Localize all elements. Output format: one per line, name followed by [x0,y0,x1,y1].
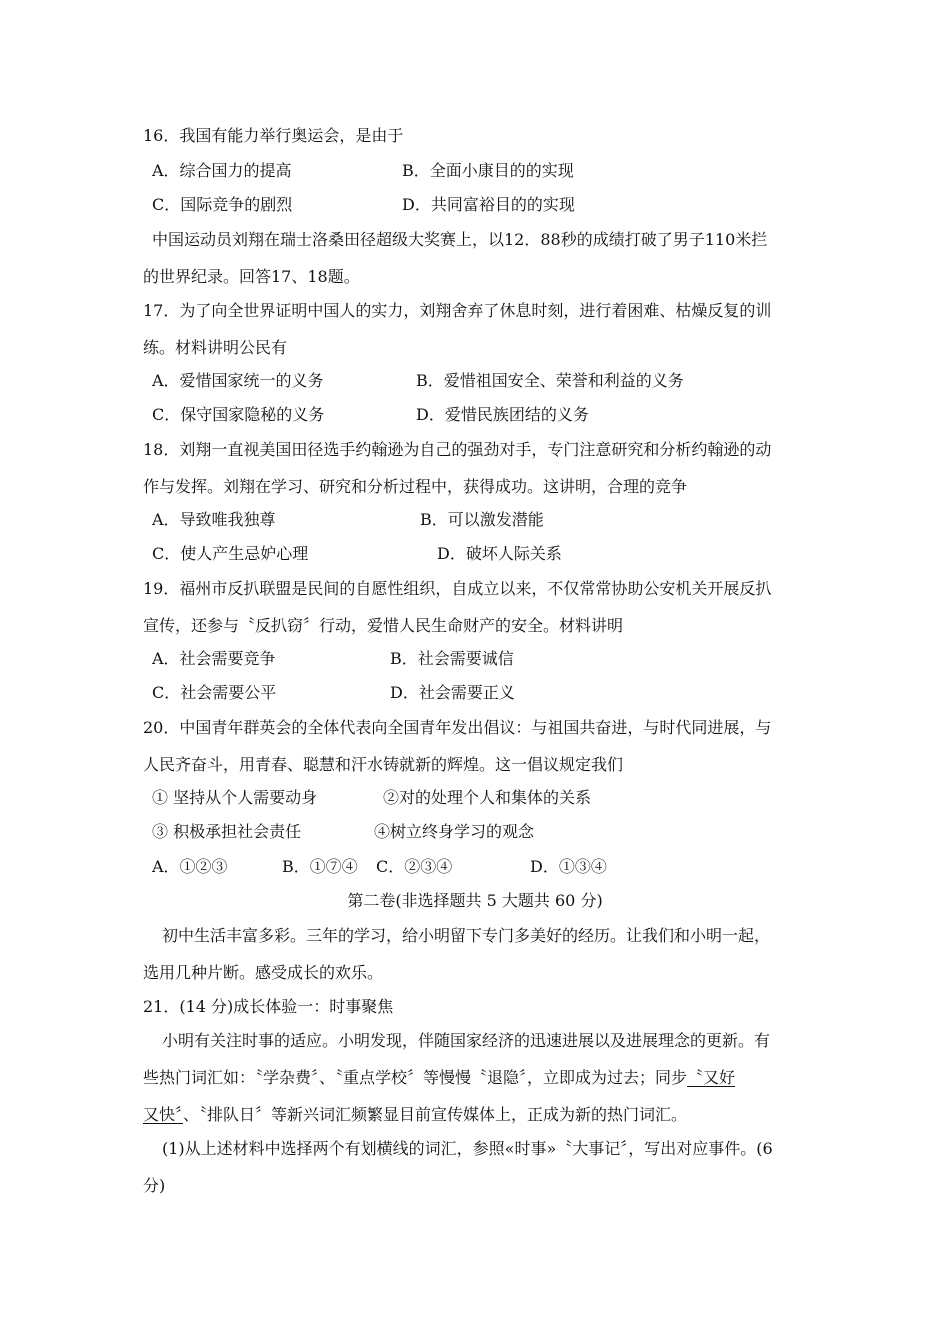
q21-paragraph-line3-text: 、〝排队日〞等新兴词汇频繁显目前宣传媒体上，正成为新的热门词汇。 [183,1105,688,1124]
underlined-term-part1: 〝又好 [687,1068,736,1087]
q21-paragraph-line3 [143,1104,687,1126]
q16-option-c: C．国际竞争的剧烈 [152,195,293,214]
part2-intro-line1: 初中生活丰富多彩。三年的学习，给小明留下专门多美好的经历。让我们和小明一起， [162,926,771,945]
q17-stem-line2: 练。材料讲明公民有 [143,338,288,357]
q20-statement-2: ②对的处理个人和集体的关系 [383,788,592,807]
q16-stem: 16．我国有能力举行奥运会，是由于 [143,126,404,145]
q20-option-d: D．①③④ [530,857,607,876]
q16-option-b: B．全面小康目的的实现 [402,161,574,180]
q17-option-b: B．爱惜祖国安全、荣誉和利益的义务 [416,371,684,390]
q19-stem-line1: 19．福州市反扒联盟是民间的自愿性组织，自成立以来，不仅常常协助公安机关开展反扒 [143,579,772,598]
q20-option-c: C．②③④ [376,857,453,876]
q19-option-d: D．社会需要正义 [390,683,515,702]
q21-paragraph-line1: 小明有关注时事的适应。小明发现，伴随国家经济的迅速进展以及进展理念的更新。有 [162,1031,771,1050]
q16-option-a: A．综合国力的提高 [152,161,292,180]
q20-statement-3: ③ 积极承担社会责任 [152,822,302,841]
q19-option-c: C．社会需要公平 [152,683,277,702]
part2-intro-line2: 选用几种片断。感受成长的欢乐。 [143,963,384,982]
q18-option-d: D．破坏人际关系 [437,544,562,563]
intro-1718-line1: 中国运动员刘翔在瑞士洛桑田径超级大奖赛上，以12．88秒的成绩打破了男子110米拦 [152,230,768,249]
q21-heading: 21．(14 分)成长体验一：时事聚焦 [143,997,394,1016]
q18-stem-line2: 作与发挥。刘翔在学习、研究和分析过程中，获得成功。这讲明，合理的竞争 [143,477,688,496]
q18-stem-line1: 18．刘翔一直视美国田径选手约翰逊为自己的强劲对手，专门注意研究和分析约翰逊的动 [143,440,772,459]
q18-option-c: C．使人产生忌妒心理 [152,544,309,563]
part2-title: 第二卷(非选择题共 5 大题共 60 分) [347,891,603,910]
q20-stem-line1: 20．中国青年群英会的全体代表向全国青年发出倡议：与祖国共奋进，与时代同进展，与 [143,718,772,737]
q20-option-a: A．①②③ [152,857,228,876]
q16-option-d: D．共同富裕目的的实现 [402,195,575,214]
q18-option-b: B．可以激发潜能 [420,510,544,529]
q19-stem-line2: 宣传，还参与〝反扒窃〞行动，爱惜人民生命财产的安全。材料讲明 [143,616,624,635]
q21-paragraph-line2 [143,1067,735,1089]
q19-option-b: B．社会需要诚信 [390,649,514,668]
intro-1718-line2: 的世界纪录。回答17、18题。 [143,267,360,286]
q18-option-a: A．导致唯我独尊 [152,510,276,529]
q21-subquestion-1-line1: (1)从上述材料中选择两个有划横线的词汇，参照«时事»〝大事记〞，写出对应事件。(6 [162,1139,773,1158]
q20-stem-line2: 人民齐奋斗，用青春、聪慧和汗水铸就新的辉煌。这一倡议规定我们 [143,755,624,774]
q17-option-a: A．爱惜国家统一的义务 [152,371,324,390]
q17-option-d: D．爱惜民族团结的义务 [416,405,589,424]
q20-statement-4: ④树立终身学习的观念 [374,822,535,841]
q20-statement-1: ① 坚持从个人需要动身 [152,788,318,807]
q19-option-a: A．社会需要竞争 [152,649,276,668]
q20-option-b: B．①⑦④ [282,857,358,876]
underlined-term-part2: 又快〞 [143,1105,184,1124]
q21-paragraph-line2-text: 些热门词汇如：〝学杂费〞、〝重点学校〞等慢慢〝退隐〞，立即成为过去；同步 [143,1068,688,1087]
q21-subquestion-1-line2: 分) [143,1176,166,1195]
q17-stem-line1: 17．为了向全世界证明中国人的实力，刘翔舍弃了休息时刻，进行着困难、枯燥反复的训 [143,301,772,320]
q17-option-c: C．保守国家隐秘的义务 [152,405,325,424]
